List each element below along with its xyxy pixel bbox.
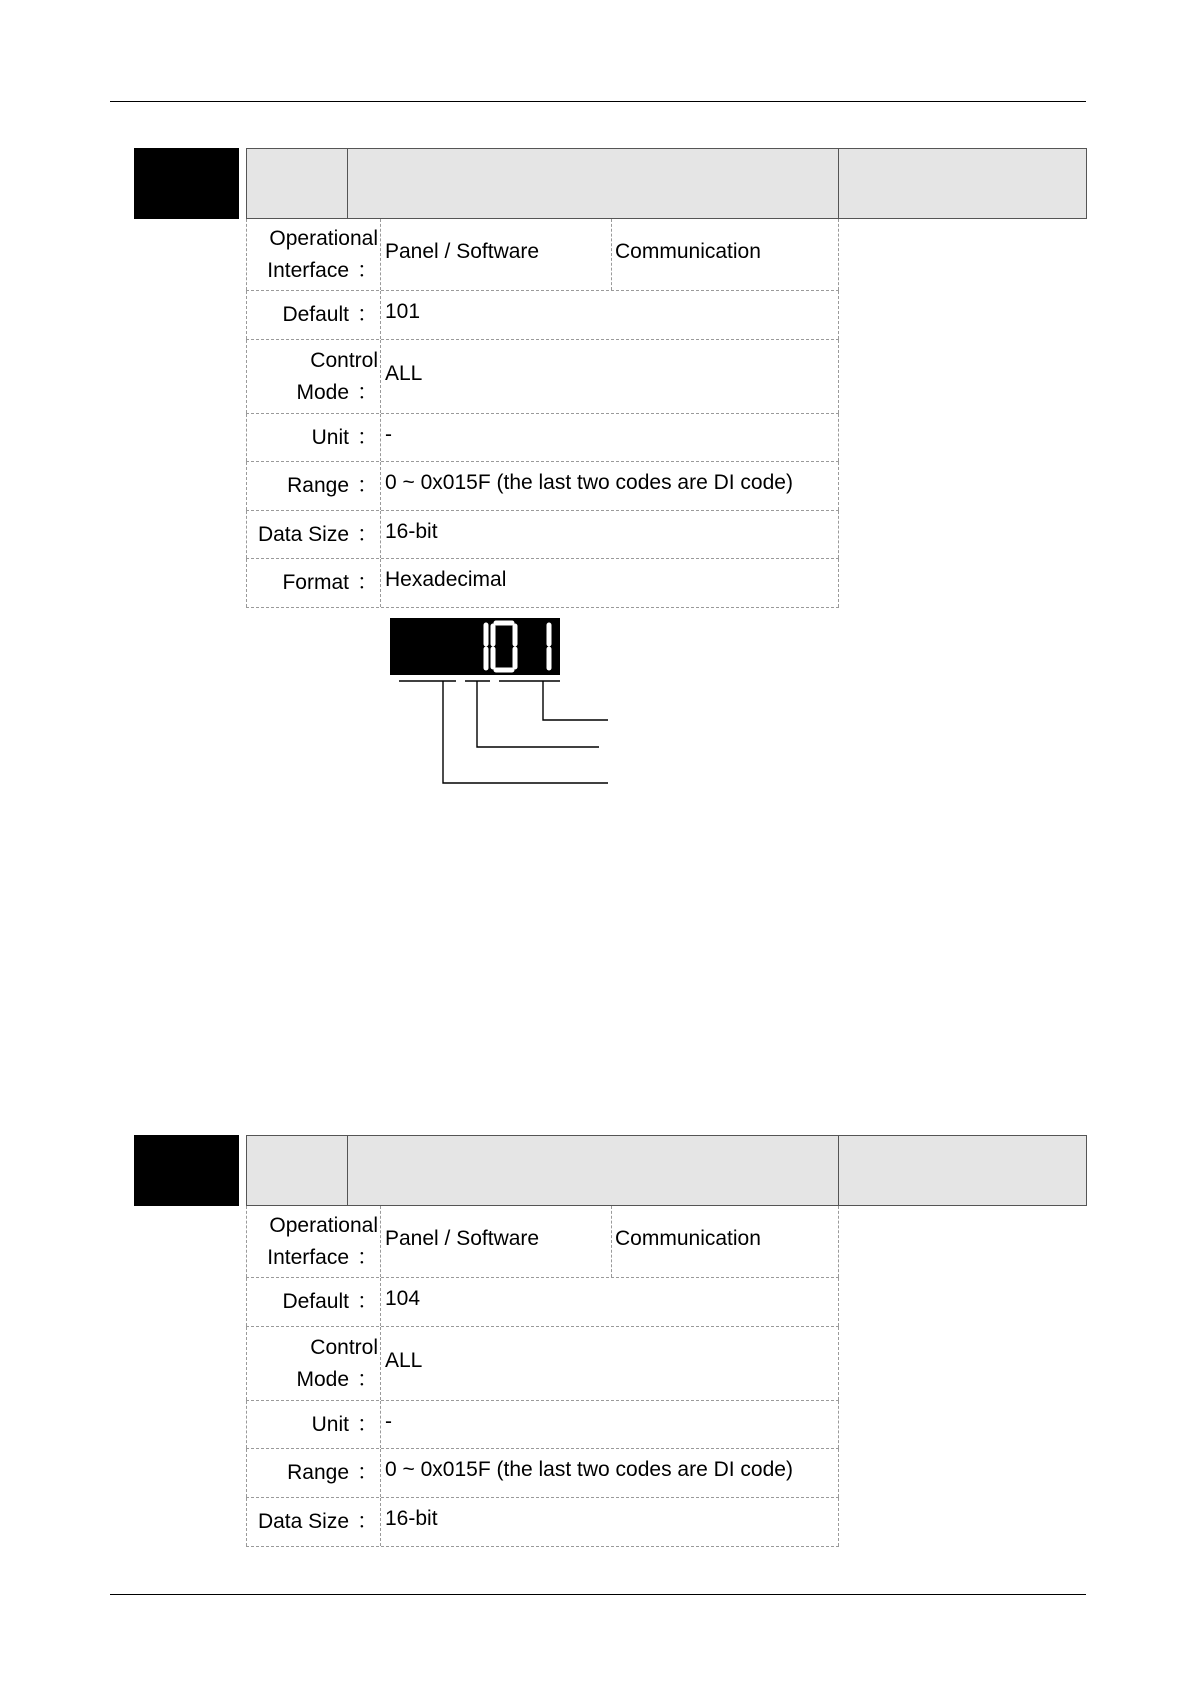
row-label <box>246 1498 381 1546</box>
label-text: Default <box>282 303 349 326</box>
label-text: Unit <box>311 425 349 449</box>
lcd-panel <box>390 618 560 675</box>
leader-line-2 <box>477 681 599 747</box>
row-data-size <box>246 1498 839 1547</box>
label-colon: ： <box>357 571 378 594</box>
row-range <box>246 462 839 511</box>
value-divider <box>611 1206 612 1277</box>
leader-line-3 <box>443 681 608 783</box>
label-colon: ： <box>357 1367 378 1391</box>
page-bottom-rule <box>110 1594 1086 1595</box>
label-line: Mode <box>296 1367 349 1391</box>
label-text: Format <box>282 571 349 594</box>
row-value: - <box>383 414 839 461</box>
row-unit <box>246 1401 839 1449</box>
label-line: Control <box>310 1335 378 1359</box>
header-cell-3 <box>838 148 1087 219</box>
label-line: Operational <box>269 226 378 250</box>
label-colon: ： <box>357 1290 378 1313</box>
row-control-mode <box>246 1327 839 1401</box>
label-line: Control <box>310 348 378 372</box>
label-text: Unit <box>311 1412 349 1436</box>
parameter-code-tab <box>134 1135 239 1206</box>
seven-segment-display-diagram <box>0 608 1190 808</box>
header-cell-2 <box>347 1135 839 1206</box>
row-value: Hexadecimal <box>383 559 839 607</box>
label-colon: ： <box>357 1245 378 1269</box>
row-data-size <box>246 511 839 559</box>
label-line: Interface <box>267 1245 349 1269</box>
row-label <box>246 219 381 290</box>
row-control-mode <box>246 340 839 414</box>
row-label <box>246 462 381 510</box>
page-top-rule <box>110 101 1086 102</box>
row-value: 16-bit <box>383 1498 839 1546</box>
row-operational-interface <box>246 219 839 291</box>
row-value: 101 <box>383 291 839 339</box>
label-colon: ： <box>357 474 378 497</box>
row-value: 104 <box>383 1278 839 1326</box>
leader-line-1 <box>543 681 608 720</box>
row-value <box>383 1206 839 1277</box>
label-line: Interface <box>267 258 349 282</box>
row-value <box>383 219 839 290</box>
header-cell-1 <box>246 148 348 219</box>
value-panel-software: Panel / Software <box>385 239 540 263</box>
row-default <box>246 1278 839 1327</box>
row-label <box>246 559 381 607</box>
value-divider <box>611 219 612 290</box>
parameter-code-tab <box>134 148 239 219</box>
row-value: 16-bit <box>383 511 839 558</box>
row-value: ALL <box>383 340 839 413</box>
label-line: Mode <box>296 380 349 404</box>
label-colon: ： <box>357 1461 378 1484</box>
row-label <box>246 511 381 558</box>
row-default <box>246 291 839 340</box>
diagram-leader-lines <box>399 681 608 783</box>
header-cell-1 <box>246 1135 348 1206</box>
row-format <box>246 559 839 608</box>
row-label <box>246 414 381 461</box>
row-label <box>246 340 381 413</box>
label-colon: ： <box>357 1412 378 1436</box>
label-colon: ： <box>357 1510 378 1533</box>
row-range <box>246 1449 839 1498</box>
row-label <box>246 291 381 339</box>
row-value: - <box>383 1401 839 1448</box>
value-communication: Communication <box>615 239 761 263</box>
header-cell-2 <box>347 148 839 219</box>
label-colon: ： <box>357 380 378 404</box>
row-unit <box>246 414 839 462</box>
label-line: Operational <box>269 1213 378 1237</box>
label-text: Range <box>287 474 349 497</box>
header-cell-3 <box>838 1135 1087 1206</box>
label-text: Data Size <box>257 522 349 546</box>
row-value: ALL <box>383 1327 839 1400</box>
row-operational-interface <box>246 1206 839 1278</box>
value-communication: Communication <box>615 1226 761 1250</box>
label-text: Default <box>282 1290 349 1313</box>
row-value: 0 ~ 0x015F (the last two codes are DI code) <box>383 462 839 510</box>
label-text: Data Size <box>257 1510 349 1533</box>
label-colon: ： <box>357 425 378 449</box>
label-colon: ： <box>357 303 378 326</box>
row-label <box>246 1278 381 1326</box>
row-label <box>246 1327 381 1400</box>
row-label <box>246 1206 381 1277</box>
label-text: Range <box>287 1461 349 1484</box>
value-panel-software: Panel / Software <box>385 1226 540 1250</box>
row-label <box>246 1401 381 1448</box>
label-colon: ： <box>357 258 378 282</box>
row-label <box>246 1449 381 1497</box>
row-value: 0 ~ 0x015F (the last two codes are DI code) <box>383 1449 839 1497</box>
label-colon: ： <box>357 522 378 546</box>
